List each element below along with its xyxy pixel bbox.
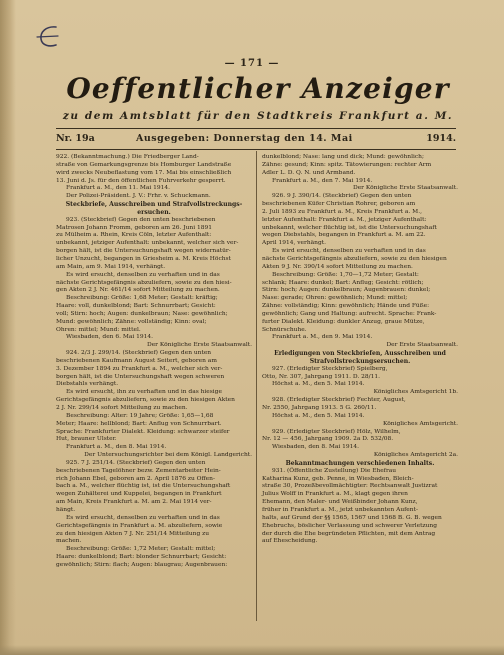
text-line: wegen Zuhälterei und Kuppelei, begangen in Frankfurt xyxy=(56,491,222,498)
text-line: wird zwecks Neubeflastung vom 17. Mai bis einschließlich xyxy=(56,169,232,176)
text-line: Hut, brauner Ulster. xyxy=(56,436,117,443)
text-line: Meter; Haare: hellblond; Bart: Anflug von Schnurrbart. xyxy=(56,420,222,427)
text-line: licher Unzucht, begangen in Griesheim a. M. Kreis Höchst xyxy=(56,255,231,262)
text-line: borgen hält, ist die Untersuchungshaft wegen widernatür- xyxy=(56,248,231,255)
text-line: unbekannt, jetziger Aufenthalt: unbekannt, welcher sich ver- xyxy=(56,240,239,247)
text-line: Höchst a. M., den 5. Mai 1914. xyxy=(272,412,365,419)
text-line: Katharina Kunz, geb. Penne, in Wiesbaden, Bleich- xyxy=(262,475,414,482)
text-line: 926. 9 J. 390/14. (Steckbrief) Gegen den unten xyxy=(272,193,412,200)
text-line: Frankfurt a. M., den 11. Mai 1914. xyxy=(66,185,171,192)
text-line: 923. (Steckbrief) Gegen den unten beschriebenen xyxy=(66,216,216,223)
text-line: gewöhnlich; Stirn: flach; Augen: blaugrau; Augenbrauen: xyxy=(56,561,228,568)
text-line: Stirn: hoch; Augen: dunkelbraun; Augenbrauen: dunkel; xyxy=(262,287,431,294)
text-line: Haare: voll, dunkelblond; Bart: Schnurrbart; Gesicht: xyxy=(56,303,216,310)
text-line: nächste Gerichtsgefängnis abzuliefern, sowie zu den hiesi- xyxy=(56,279,232,286)
text-line: 931. (Öffentliche Zustellung) Die Ehefrau xyxy=(272,467,397,474)
header-rule-top xyxy=(56,128,456,129)
page-number: — 171 — xyxy=(224,58,280,69)
text-line: Der Polizei-Präsident. J. V.: Frhr. v. Schuckmann. xyxy=(66,193,211,200)
text-line: straße 30, Prozeßbevollmächtigter: Rechtsanwalt Justizrat xyxy=(262,483,438,490)
pencil-mark-icon xyxy=(36,22,62,52)
text-line: voll; Stirn: hoch; Augen: dunkelbraun; Nase: gewöhnlich; xyxy=(56,310,228,317)
issue-year: 1914. xyxy=(426,133,456,144)
text-line: Es wird ersucht, denselben zu verhaften und in das xyxy=(66,514,220,521)
text-line: gen Akten 2 J. Nr. 461/14 sofort Mitteilung zu machen. xyxy=(56,287,220,294)
text-line: Ohren: mittel; Mund: mittel. xyxy=(56,326,141,333)
text-line: Königliches Amtsgericht 1b. xyxy=(373,389,458,396)
text-line: Wiesbaden, den 6. Mai 1914. xyxy=(66,334,154,341)
masthead-title: Oeffentlicher Anzeiger xyxy=(66,72,450,105)
text-line: Schnürschuhe. xyxy=(262,326,307,333)
text-line: Es wird ersucht, denselben zu verhaften und in das xyxy=(66,271,220,278)
text-line: Der Königliche Erste Staatsanwalt. xyxy=(146,342,252,349)
text-line: borgen hält, ist die Untersuchungshaft wegen schweren xyxy=(56,373,225,380)
text-line: 922. (Bekanntmachung.) Die Friedberger Land- xyxy=(56,154,199,160)
text-line: furter Dialekt. Kleidung: dunkler Anzug, graue Mütze, xyxy=(262,318,425,325)
text-line: Ehebruchs, böslicher Verlassung und schwerer Verletzung xyxy=(262,522,437,529)
left-column xyxy=(56,154,252,570)
text-line: Der Königliche Erste Staatsanwalt. xyxy=(352,185,458,192)
issue-line xyxy=(56,133,456,147)
text-line: unbekannt, welcher flüchtig ist, ist die Untersuchungshaft xyxy=(262,224,437,231)
text-line: beschriebenen Tagelöhner bezw. Zementarbeiter Hein- xyxy=(56,467,221,474)
text-line: beschriebenen Kaufmann August Seitert, geboren am xyxy=(56,357,217,364)
text-line: Nase: gerade; Ohren: gewöhnlich; Mund: mittel; xyxy=(262,295,408,302)
text-line: Mund: gewöhnlich; Zähne: vollständig; Kinn: oval; xyxy=(56,318,207,325)
text-line: nächste Gerichtsgefängnis abzuliefern, sowie zu den hiesigen xyxy=(262,255,447,262)
text-line: 928. (Erledigter Steckbrief) Fechter, August, xyxy=(272,397,406,404)
text-line: Zähne: vollständig; Kinn: gewöhnlich; Hände und Füße: xyxy=(262,303,430,310)
text-line: am Main, Kreis Frankfurt a. M. am 2. Mai 1914 ver- xyxy=(56,499,212,506)
text-line: Höchst a. M., den 5. Mai 1914. xyxy=(272,381,365,388)
text-line: Beschreibung: Alter: 19 Jahre; Größe: 1,65—1,68 xyxy=(66,412,214,419)
binding-edge-shadow xyxy=(0,0,16,655)
text-line: 929. (Erledigter Steckbrief) Hölz, Wilhelm, xyxy=(272,428,401,435)
text-line: Gerichtsgefängnis in Frankfurt a. M. abzuliefern, sowie xyxy=(56,522,223,529)
text-line: 13. Juni d. Js. für den öffentlichen Fuhrverkehr gesperrt. xyxy=(56,177,226,184)
text-line: Wiesbaden, den 8. Mai 1914. xyxy=(272,444,360,451)
text-line: machen. xyxy=(56,538,82,545)
section-heading: ersuchen. xyxy=(137,208,171,216)
section-heading: Steckbriefe, Ausschreiben und Strafvollstreckungs- xyxy=(65,201,243,209)
text-line: Adler L. D. Q. N. und Armband. xyxy=(262,169,356,176)
issue-number: Nr. 19a xyxy=(56,133,95,144)
text-line: früher in Frankfurt a. M., jetzt unbekannten Aufent- xyxy=(262,506,418,513)
text-line: Frankfurt a. M., den 7. Mai 1914. xyxy=(272,177,373,184)
text-line: Beschreibung: Größe: 1,70—1,72 Meter; Gestalt: xyxy=(272,271,419,278)
right-column xyxy=(262,154,458,546)
text-line: Zähne: gesund; Kinn: spitz. Tätowierungen: rechter Arm xyxy=(262,161,432,168)
text-line: 2. Juli 1893 zu Frankfurt a. M., Kreis Frankfurt a. M., xyxy=(262,208,422,215)
text-line: am Main, am 9. Mai 1914, verhängt. xyxy=(56,263,166,270)
text-line: Julius Wolff in Frankfurt a. M., klagt gegen ihren xyxy=(262,491,408,498)
text-line: Diebstahls verhängt. xyxy=(56,381,119,388)
text-line: letzter Aufenthalt: Frankfurt a. M., jetziger Aufenthalt: xyxy=(262,216,427,223)
text-line: Königliches Amtsgericht 2a. xyxy=(373,452,458,459)
text-line: Nr. 2550, Jahrgang 1913. 5 G. 260/11. xyxy=(262,405,377,411)
text-line: 924. 2/3 J. 299/14. (Steckbrief) Gegen den unten xyxy=(66,350,212,357)
text-line: beschriebenen Küfer Christian Rohrer, geboren am xyxy=(262,201,416,208)
text-line: Beschreibung: Größe: 1,72 Meter; Gestalt: mittel; xyxy=(66,546,216,553)
text-line: halts, auf Grund der §§ 1565, 1567 und 1568 B. G. B. wegen xyxy=(262,514,442,521)
text-line: schlank; Haare: dunkel; Bart: Anflug; Gesicht: rötlich; xyxy=(262,279,424,286)
text-line: Beschreibung: Größe: 1,68 Meter; Gestalt: kräftig; xyxy=(66,295,218,302)
text-line: bach a. M., welcher flüchtig ist, ist die Untersuchungshaft xyxy=(56,483,231,490)
text-line: zu Mülheim a. Rhein, Kreis Cöln, letzter Aufenthalt: xyxy=(56,232,212,239)
text-line: Es wird ersucht, ihn zu verhaften und in das hiesige xyxy=(66,389,222,396)
text-line: April 1914, verhängt. xyxy=(262,240,326,247)
text-line: 2 J. Nr. 299/14 sofort Mitteilung zu machen. xyxy=(56,405,188,411)
text-line: Frankfurt a. M., den 8. Mai 1914. xyxy=(66,444,167,451)
text-line: Es wird ersucht, denselben zu verhaften und in das xyxy=(272,248,426,255)
column-divider xyxy=(256,151,257,621)
text-line: straße von Gemarkungsgrenze bis Homburger Landstraße xyxy=(56,161,232,168)
text-line: 927. (Erledigter Steckbrief) Spielberg, xyxy=(272,365,388,372)
section-heading: Bekanntmachungen verschiedenen Inhalts. xyxy=(285,459,435,467)
text-line: Der Erste Staatsanwalt. xyxy=(386,342,458,349)
text-line: Haare: dunkelblond; Bart: blonder Schnurrbart; Gesicht: xyxy=(56,554,227,561)
text-line: dunkelblond; Nase: lang und dick; Mund: gewöhnlich; xyxy=(262,154,424,160)
text-line: der durch die Ehe begründeten Pflichten, mit dem Antrag xyxy=(262,530,436,537)
text-line: Der Untersuchungsrichter bei dem Königl. Landgericht. xyxy=(84,452,252,459)
text-line: wegen Diebstahls, begangen in Frankfurt a. M. am 22. xyxy=(262,232,426,239)
text-line: Königliches Amtsgericht. xyxy=(383,420,458,427)
section-heading: Strafvollstreckungsersuchen. xyxy=(309,357,411,365)
text-line: Akten 9 J. Nr. 390/14 sofort Mitteilung zu machen. xyxy=(262,263,413,270)
text-line: 3. Dezember 1894 zu Frankfurt a. M., welcher sich ver- xyxy=(56,365,223,372)
header-rule-bottom xyxy=(56,149,456,150)
text-line: Sprache: Frankfurter Dialekt. Kleidung: schwarzer steifer xyxy=(56,428,230,435)
bottom-edge-shadow xyxy=(0,645,504,655)
text-line: Ehemann, den Maler- und Weißbinder Johann Kunz, xyxy=(262,499,418,506)
text-line: Nr. 12 — 456, Jahrgang 1909. 2a D. 532/08. xyxy=(262,436,394,443)
text-line: Otto, Nr. 307, Jahrgang 1911. D. 28/11. xyxy=(262,373,380,380)
text-line: auf Ehescheidung. xyxy=(262,538,318,545)
text-line: Frankfurt a. M., den 9. Mai 1914. xyxy=(272,334,373,341)
text-line: gewöhnlich; Gang und Haltung: aufrecht. Sprache: Frank- xyxy=(262,310,437,317)
text-line: Matrosen Johann Fromm, geboren am 26. Juni 1891 xyxy=(56,224,212,231)
text-line: zu den hiesigen Akten 7 J. Nr. 251/14 Mitteilung zu xyxy=(56,530,209,537)
issue-date: Ausgegeben: Donnerstag den 14. Mai xyxy=(136,133,353,144)
masthead-subtitle: zu dem Amtsblatt für den Stadtkreis Frankfurt a. M. xyxy=(62,110,454,122)
text-line: rich Johann Ebel, geboren am 2. April 1876 zu Offen- xyxy=(56,475,215,482)
text-line: 925. 7 J. 251/14. (Steckbrief) Gegen den unten xyxy=(66,459,206,466)
section-heading: Erledigungen von Steckbriefen, Ausschreiben und xyxy=(274,350,446,358)
text-line: hängt. xyxy=(56,506,76,513)
text-line: Gerichtsgefängnis abzuliefern, sowie zu den hiesigen Akten xyxy=(56,397,235,404)
